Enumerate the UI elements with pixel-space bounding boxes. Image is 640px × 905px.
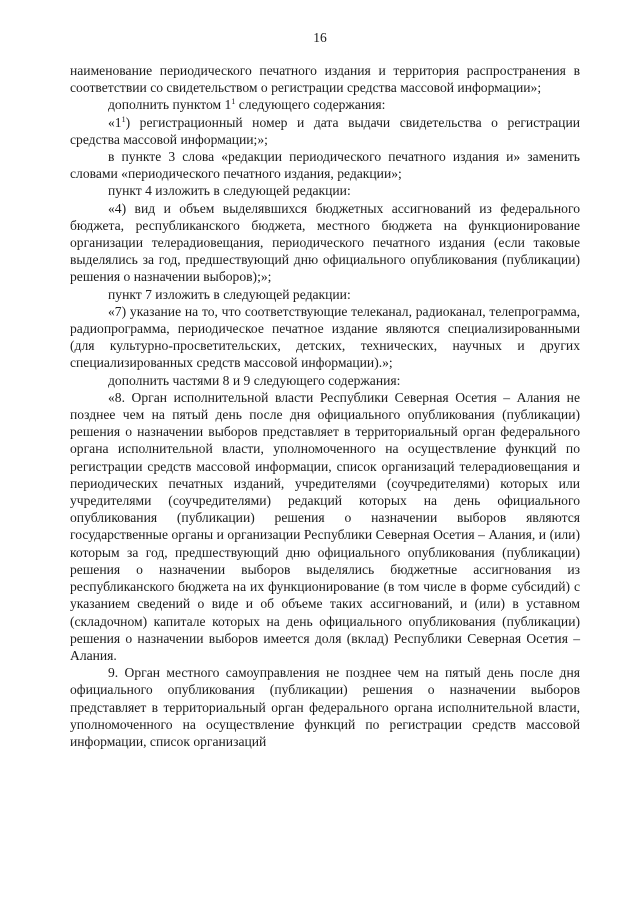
paragraph-9: дополнить частями 8 и 9 следующего содержания: xyxy=(108,372,401,388)
paragraph-3 xyxy=(70,114,580,148)
document-body xyxy=(70,62,580,750)
paragraph-3-text-before: «1 xyxy=(108,114,122,130)
paragraph-11: 9. Орган местного самоуправления не позднее чем на пятый день после дня официального опубликования (публикации) решения о назначении выборов представляет в территориальный орган федерального органа исполнительной власти, уполномоченного на осуществление функций по регистрации средств массовой информации, список организаций xyxy=(70,665,580,749)
paragraph-1: наименование периодического печатного издания и территория распространения в соответствии со свидетельством о регистрации средства массовой информации»; xyxy=(70,63,580,96)
paragraph-5: пункт 4 изложить в следующей редакции: xyxy=(108,183,351,199)
paragraph-8: «7) указание на то, что соответствующие телеканал, радиоканал, телепрограмма, радиопрограмма, периодическое печатное издание являются специализированными (для культурно-просветительских, детских, технических, научных и других специализированных средств массовой информации).»; xyxy=(70,303,580,371)
paragraph-6: «4) вид и объем выделявшихся бюджетных ассигнований из федерального бюджета, республиканского бюджета, местного бюджета на функционирование организации телерадиовещания, периодического печатного издания (если таковые выделялись за год, предшествующий дню официального опубликования (публикации) решения о назначении выборов);»; xyxy=(70,200,580,285)
paragraph-3-text-after: ) регистрационный номер и дата выдачи свидетельства о регистрации средства массовой информации;»; xyxy=(70,114,580,147)
paragraph-10: «8. Орган исполнительной власти Республики Северная Осетия – Алания не позднее чем на пятый день после дня официального опубликования (публикации) решения о назначении выборов представляет в территориальный орган федерального органа исполнительной власти, уполномоченного на осуществление функций по регистрации средств массовой информации, список организаций телерадиовещания и периодических печатных изданий, учредителями (соучредителями) которых или учредителями (соучредителями) редакций которых на день официального опубликования (публикации) решения о назначении выборов являются государственные органы и организации Республики Северная Осетия – Алания, и (или) которым за год, предшествующий дню официального опубликования (публикации) решения о назначении выборов выделялись бюджетные ассигнования из республиканского бюджета на их функционирование (в том числе в форме субсидий) с указанием сведений о виде и об объеме таких ассигнований, и (или) в уставном (складочном) капитале которых на день официального опубликования (публикации) решения о назначении выборов имеется доля (вклад) Республики Северная Осетия – Алания. xyxy=(70,389,580,663)
paragraph-2-text-after: следующего содержания: xyxy=(235,97,386,113)
paragraph-3-superscript: 1 xyxy=(121,114,126,124)
paragraph-4: в пункте 3 слова «редакции периодического печатного издания и» заменить словами «периодического печатного издания, редакции»; xyxy=(70,149,580,182)
paragraph-2 xyxy=(70,96,580,113)
page-number: 16 xyxy=(313,30,327,45)
paragraph-2-superscript: 1 xyxy=(231,97,236,107)
paragraph-7: пункт 7 изложить в следующей редакции: xyxy=(108,286,351,302)
paragraph-2-text-before: дополнить пунктом 1 xyxy=(108,97,232,113)
